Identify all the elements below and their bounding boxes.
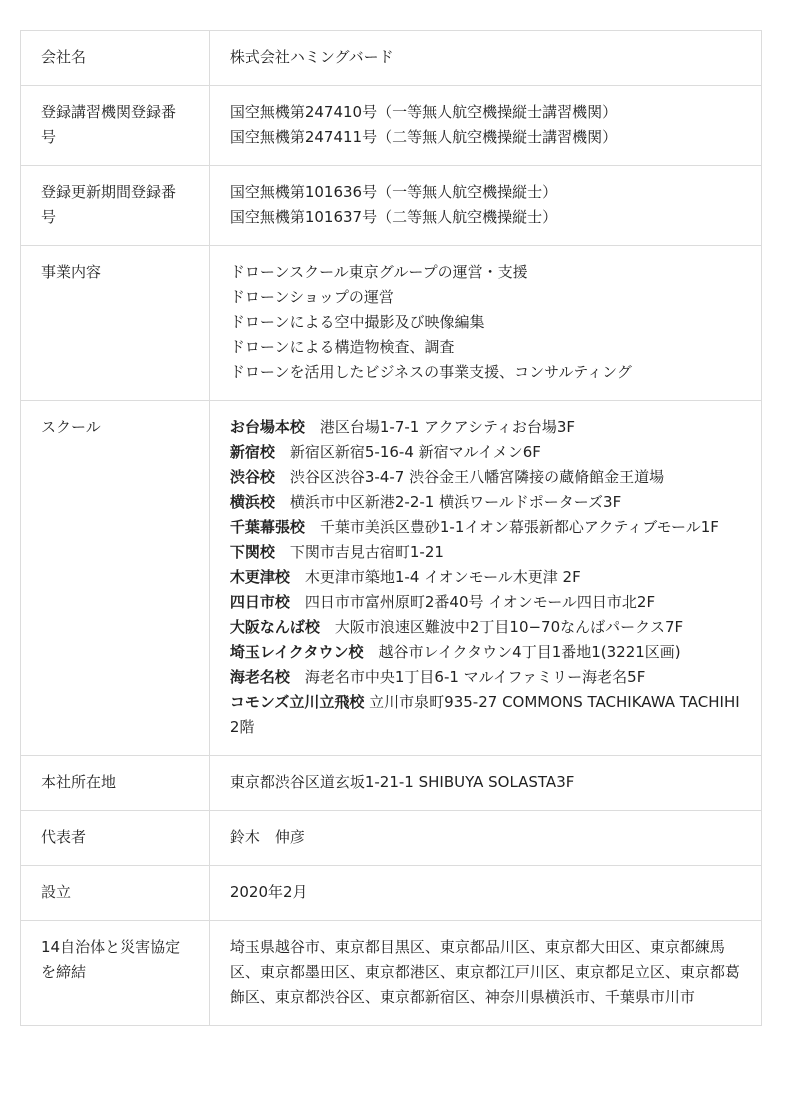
established-label: 設立 [21,866,210,921]
school-separator [305,518,320,536]
disaster-agreements-label: 14自治体と災害協定を締結 [21,921,210,1026]
school-entry [230,665,741,690]
school-address: 千葉市美浜区豊砂1-1イオン幕張新都心アクティブモール1F [319,518,719,536]
row-headquarters [21,756,762,811]
school-separator [320,618,335,636]
school-address: 四日市市富州原町2番40号 イオンモール四日市北2F [304,593,656,611]
school-name: 四日市校 [229,593,290,611]
school-address: 立川市泉町935-27 COMMONS TACHIKAWA TACHIHI2階 [229,693,740,736]
company-info-table [20,30,762,1026]
headquarters-value [209,756,761,811]
established-value [209,866,761,921]
school-entry [230,640,741,665]
school-name: 千葉幕張校 [229,518,305,536]
school-name: 海老名校 [229,668,290,686]
row-renewal-registration [21,166,762,246]
disaster-agreements-text: 埼玉県越谷市、東京都目黒区、東京都品川区、東京都大田区、東京都練馬区、東京都墨田区、東京都港区、東京都江戸川区、東京都足立区、東京都葛飾区、東京都渋谷区、東京都新宿区、神奈川県横浜市、千葉県市川市 [229,938,740,1006]
school-address: 下関市吉見古宿町1-21 [289,543,444,561]
school-entry [230,440,741,465]
school-name: 大阪なんば校 [229,618,320,636]
headquarters-label: 本社所在地 [21,756,210,811]
school-separator [363,643,378,661]
row-business [21,246,762,401]
business-item: ドローンショップの運営 [229,288,394,306]
course-registration-line: 国空無機第247411号（二等無人航空機操縦士講習機関） [229,128,618,146]
school-separator [290,668,305,686]
school-entry [230,490,741,515]
school-name: コモンズ立川立飛校 [229,693,365,711]
school-entry [230,565,741,590]
school-name: 新宿校 [229,443,275,461]
business-item: ドローンによる空中撮影及び映像編集 [229,313,485,331]
row-established [21,866,762,921]
school-entry [230,540,741,565]
representative-value [209,811,761,866]
course-registration-value [209,86,761,166]
school-entry [230,590,741,615]
school-separator [305,418,320,436]
renewal-registration-label: 登録更新期間登録番号 [21,166,210,246]
school-name: 下関校 [229,543,275,561]
established-date: 2020年2月 [229,883,308,901]
headquarters-address: 東京都渋谷区道玄坂1-21-1 SHIBUYA SOLASTA3F [229,773,575,791]
school-entry [230,615,741,640]
business-item: ドローンを活用したビジネスの事業支援、コンサルティング [229,363,632,381]
school-name: 木更津校 [229,568,290,586]
row-schools [21,401,762,756]
school-entry [230,690,741,740]
course-registration-line: 国空無機第247410号（一等無人航空機操縦士講習機関） [229,103,618,121]
school-name: お台場本校 [229,418,305,436]
school-address: 大阪市浪速区難波中2丁目10−70なんばパークス7F [334,618,684,636]
school-address: 新宿区新宿5-16-4 新宿マルイメン6F [289,443,541,461]
school-separator [275,493,290,511]
school-address: 越谷市レイクタウン4丁目1番地1(3221区画) [378,643,681,661]
row-course-registration [21,86,762,166]
business-label: 事業内容 [21,246,210,401]
school-entry [230,415,741,440]
school-name: 横浜校 [229,493,275,511]
school-address: 渋谷区渋谷3-4-7 渋谷金王八幡宮隣接の蔵脩館金王道場 [289,468,665,486]
row-company-name [21,31,762,86]
schools-label: スクール [21,401,210,756]
school-separator [290,568,305,586]
school-entry [230,465,741,490]
company-name-text: 株式会社ハミングバード [229,48,394,66]
row-representative [21,811,762,866]
business-item: ドローンスクール東京グループの運営・支援 [229,263,528,281]
school-separator [275,468,290,486]
business-value [209,246,761,401]
school-name: 埼玉レイクタウン校 [229,643,364,661]
representative-name: 鈴木 伸彦 [229,828,305,846]
business-item: ドローンによる構造物検査、調査 [229,338,455,356]
renewal-registration-line: 国空無機第101636号（一等無人航空機操縦士） [229,183,558,201]
school-separator [275,543,290,561]
school-separator [275,443,290,461]
disaster-agreements-value [209,921,761,1026]
schools-value [209,401,761,756]
school-entry [230,515,741,540]
school-address: 海老名市中央1丁目6-1 マルイファミリー海老名5F [304,668,646,686]
company-name-label: 会社名 [21,31,210,86]
company-name-value [209,31,761,86]
course-registration-label: 登録講習機関登録番号 [21,86,210,166]
representative-label: 代表者 [21,811,210,866]
school-name: 渋谷校 [229,468,275,486]
school-address: 横浜市中区新港2-2-1 横浜ワールドポーターズ3F [289,493,622,511]
school-address: 港区台場1-7-1 アクアシティお台場3F [319,418,576,436]
renewal-registration-value [209,166,761,246]
school-address: 木更津市築地1-4 イオンモール木更津 2F [304,568,581,586]
row-disaster-agreements [21,921,762,1026]
school-separator [290,593,305,611]
renewal-registration-line: 国空無機第101637号（二等無人航空機操縦士） [229,208,558,226]
